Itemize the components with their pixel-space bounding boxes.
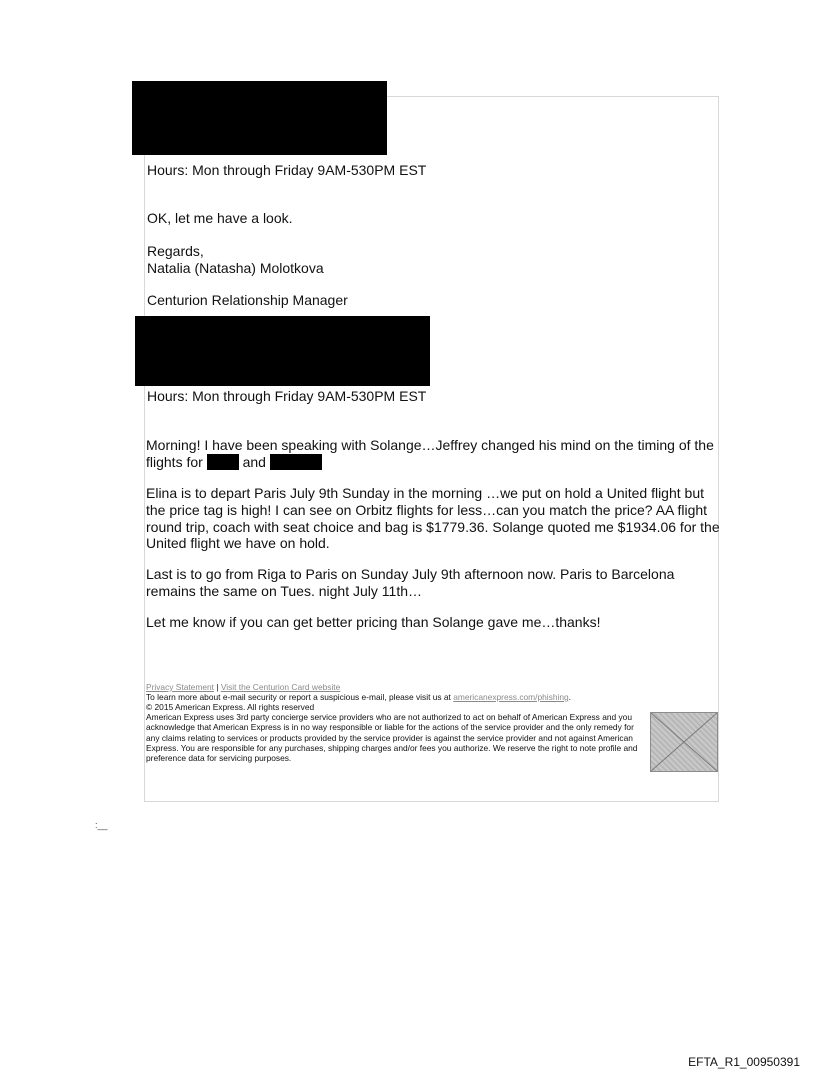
- security-notice: [146, 692, 646, 702]
- hours-line: Hours: Mon through Friday 9AM-530PM EST: [147, 162, 427, 178]
- redaction-block: [135, 316, 430, 386]
- footer-links: [146, 682, 646, 692]
- message-paragraph-1: [146, 437, 721, 471]
- paragraph-text: and: [242, 453, 266, 470]
- message-paragraph-3: Last is to go from Riga to Paris on Sunday July 9th afternoon now. Paris to Barcelona remains the same on Tues. night July 11th…: [146, 566, 675, 599]
- security-text: To learn more about e-mail security or report a suspicious e-mail, please visit us at: [146, 692, 451, 702]
- reply-body: OK, let me have a look.: [147, 210, 293, 226]
- inline-redaction: [270, 454, 322, 470]
- paragraph-text: Morning! I have been speaking with Solange…Jeffrey changed his mind on the timing of the flights for: [146, 437, 714, 470]
- sender-name: Natalia (Natasha) Molotkova: [147, 260, 324, 276]
- centurion-website-link[interactable]: Visit the Centurion Card website: [220, 682, 341, 692]
- sender-title: Centurion Relationship Manager: [147, 292, 348, 308]
- security-period: .: [568, 692, 571, 702]
- privacy-statement-link[interactable]: Privacy Statement: [146, 682, 214, 692]
- phishing-link[interactable]: americanexpress.com/phishing: [453, 692, 569, 702]
- document-id: EFTA_R1_00950391: [688, 1055, 800, 1069]
- inline-redaction: [207, 454, 239, 470]
- regards-line: Regards,: [147, 243, 204, 259]
- disclaimer: American Express uses 3rd party concierge service providers who are not authorized to act on behalf of American Express and you acknowledge that American Express is in no way responsible or liable for the actions of the service provider and the only remedy for any claims relating to services or products provided by the service provider is against the service provider and not against American Express. You are responsible for any purchases, shipping charges and/or fees you authorize. We reserve the right to note profile and preference data for servicing purposes.: [146, 712, 638, 764]
- footer-separator: |: [213, 682, 221, 692]
- message-paragraph-2: Elina is to depart Paris July 9th Sunday in the morning …we put on hold a United flight but the price tag is high! I can see on Orbitz flights for less…can you match the price? AA flight round trip, coach with seat choice and bag is $1779.36. Solange quoted me $1934.06 for the United flight we have on hold.: [146, 485, 720, 552]
- message-paragraph-4: Let me know if you can get better pricing than Solange gave me…thanks!: [146, 614, 601, 630]
- broken-image-icon: [650, 712, 718, 772]
- copyright: © 2015 American Express. All rights reserved: [146, 702, 315, 712]
- hours-line: Hours: Mon through Friday 9AM-530PM EST: [147, 388, 427, 404]
- page-mark: :__: [95, 820, 108, 830]
- redaction-block: [132, 81, 387, 155]
